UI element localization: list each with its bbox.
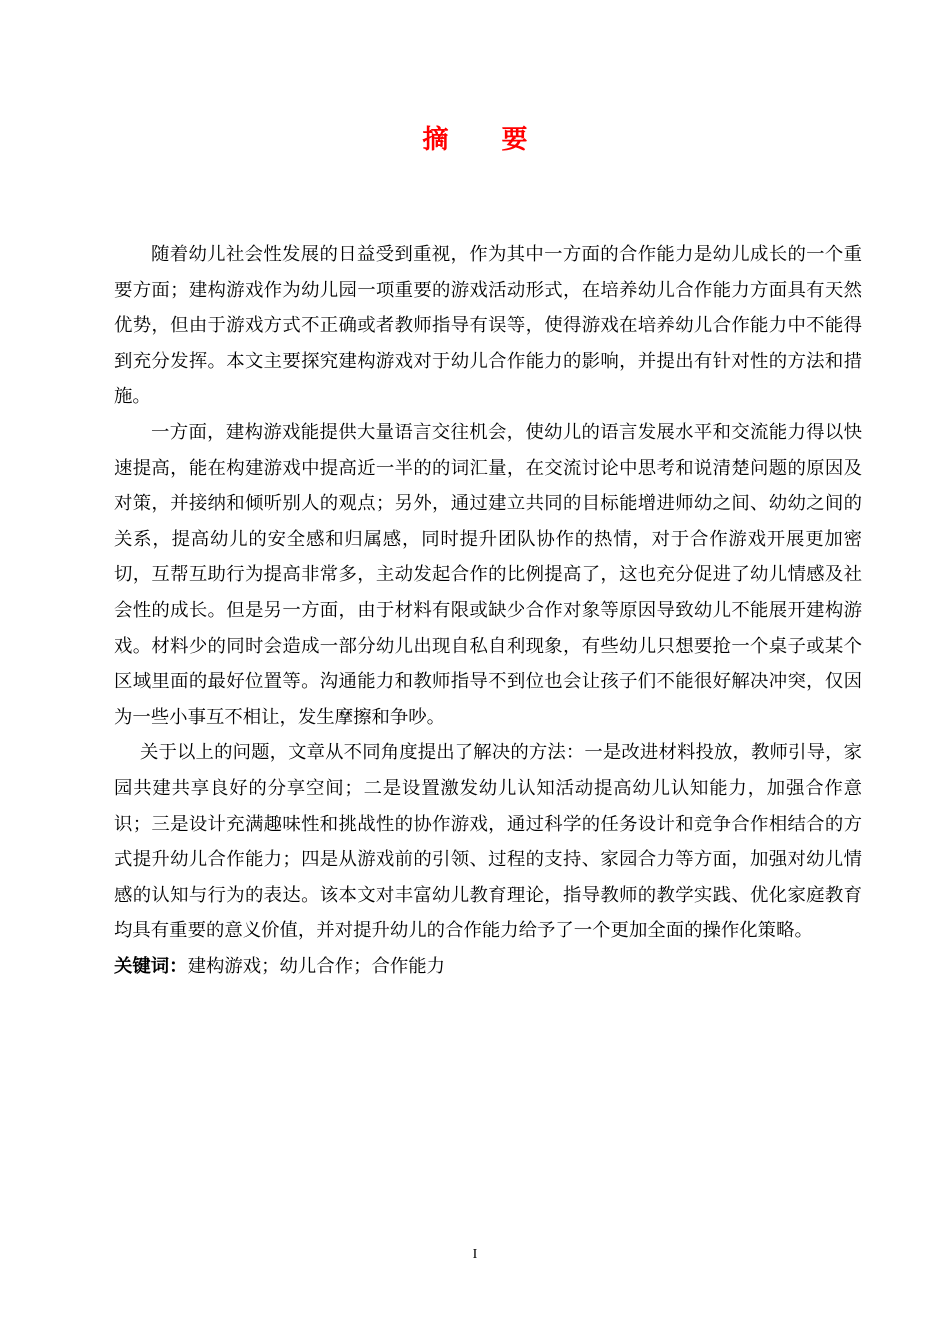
keywords-text: 建构游戏；幼儿合作；合作能力 <box>187 955 446 977</box>
keywords-line <box>114 949 862 985</box>
abstract-body <box>114 237 862 984</box>
abstract-paragraph-1: 随着幼儿社会性发展的日益受到重视，作为其中一方面的合作能力是幼儿成长的一个重要方面；建构游戏作为幼儿园一项重要的游戏活动形式，在培养幼儿合作能力方面具有天然优势，但由于游戏方式不正确或者教师指导有误等，使得游戏在培养幼儿合作能力中不能得到充分发挥。本文主要探究建构游戏对于幼儿合作能力的影响，并提出有针对性的方法和措施。 <box>114 244 862 408</box>
page-number: I <box>472 1247 478 1262</box>
abstract-title: 摘 要 <box>422 125 550 155</box>
abstract-paragraph-3: 关于以上的问题，文章从不同角度提出了解决的方法：一是改进材料投放，教师引导，家园共建共享良好的分享空间；二是设置激发幼儿认知活动提高幼儿认知能力，加强合作意识；三是设计充满趣味性和挑战性的协作游戏，通过科学的任务设计和竞争合作相结合的方式提升幼儿合作能力；四是从游戏前的引领、过程的支持、家园合力等方面，加强对幼儿情感的认知与行为的表达。该本文对丰富幼儿教育理论，指导教师的教学实践、优化家庭教育均具有重要的意义价值，并对提升幼儿的合作能力给予了一个更加全面的操作化策略。 <box>114 742 862 942</box>
abstract-paragraph-2: 一方面，建构游戏能提供大量语言交往机会，使幼儿的语言发展水平和交流能力得以快速提高，能在构建游戏中提高近一半的的词汇量，在交流讨论中思考和说清楚问题的原因及对策，并接纳和倾听别人的观点；另外，通过建立共同的目标能增进师幼之间、幼幼之间的关系，提高幼儿的安全感和归属感，同时提升团队协作的热情，对于合作游戏开展更加密切，互帮互助行为提高非常多，主动发起合作的比例提高了，这也充分促进了幼儿情感及社会性的成长。但是另一方面，由于材料有限或缺少合作对象等原因导致幼儿不能展开建构游戏。材料少的同时会造成一部分幼儿出现自私自利现象，有些幼儿只想要抢一个桌子或某个区域里面的最好位置等。沟通能力和教师指导不到位也会让孩子们不能很好解决冲突，仅因为一些小事互不相让，发生摩擦和争吵。 <box>114 421 862 728</box>
keywords-label: 关键词： <box>114 955 188 977</box>
